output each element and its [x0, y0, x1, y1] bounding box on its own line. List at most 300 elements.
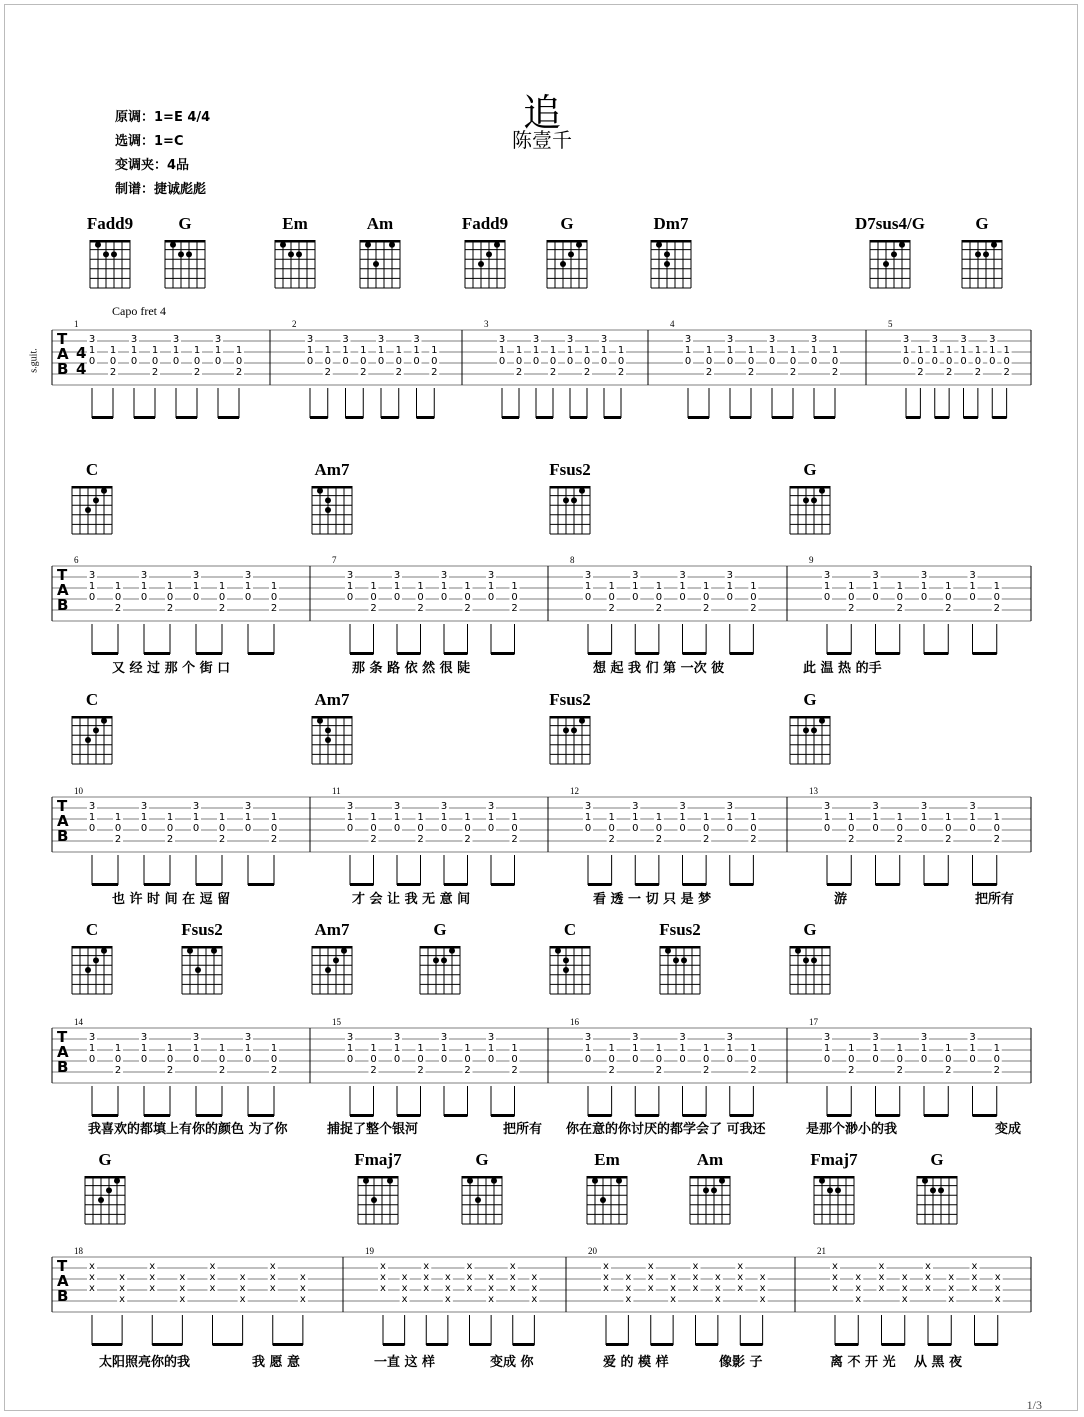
chord-diagram-g — [958, 230, 1006, 292]
tab-fret-note: 1 — [360, 345, 367, 356]
tab-fret-note: 0 — [974, 356, 982, 367]
chord-diagram-g — [543, 230, 591, 292]
chord-diagram-fsus2 — [546, 706, 594, 768]
tab-fret-note: 2 — [608, 1065, 615, 1076]
tab-fret-note: x — [531, 1272, 538, 1283]
tab-fret-note: 3 — [440, 1032, 448, 1043]
tab-fret-note: 1 — [583, 345, 591, 356]
lyric-line: 才 会 让 我 无 意 间 — [352, 892, 471, 907]
song-title: 追 — [522, 91, 561, 135]
tab-fret-note: 2 — [218, 1065, 226, 1076]
tab-fret-note: x — [603, 1283, 609, 1294]
tab-clef-b: B — [57, 360, 69, 378]
tab-fret-note: 0 — [511, 592, 518, 603]
tab-fret-note: 3 — [140, 570, 148, 581]
tab-fret-note: x — [423, 1283, 430, 1294]
tab-fret-note: 1 — [810, 345, 818, 356]
tab-fret-note: 2 — [750, 1065, 757, 1076]
tab-fret-note: x — [759, 1294, 766, 1305]
tab-fret-note: 0 — [370, 823, 377, 834]
measure-number: 8 — [570, 555, 575, 565]
tab-fret-note: 1 — [702, 812, 710, 823]
tab-fret-note: 1 — [917, 345, 924, 356]
tab-fret-note: 1 — [370, 581, 377, 592]
tab-fret-note: 2 — [617, 367, 625, 378]
tab-fret-note: 2 — [360, 367, 367, 378]
tab-fret-note: x — [925, 1283, 931, 1294]
tab-fret-note: x — [209, 1283, 216, 1294]
tab-fret-note: 3 — [487, 570, 495, 581]
tab-fret-note: 0 — [969, 1054, 976, 1065]
tab-fret-note: 1 — [679, 812, 686, 823]
tab-fret-note: 2 — [848, 1065, 855, 1076]
tab-fret-note: 1 — [993, 581, 1000, 592]
tab-fret-note: 1 — [848, 581, 855, 592]
tab-fret-note: 0 — [823, 592, 831, 603]
tab-fret-note: 2 — [608, 603, 615, 614]
tab-fret-note: 3 — [726, 334, 734, 345]
chord-name: Fsus2 — [549, 690, 591, 709]
tab-fret-note: 0 — [192, 823, 200, 834]
tab-fret-note: 1 — [346, 812, 354, 823]
tab-fret-note: 3 — [679, 1032, 686, 1043]
chord-name: Fsus2 — [659, 920, 701, 939]
tab-fret-note: 2 — [270, 1065, 278, 1076]
tab-fret-note: 1 — [655, 1043, 663, 1054]
chord-name: C — [85, 920, 99, 939]
measure-number: 15 — [332, 1017, 341, 1027]
chord-diagram-fsus2 — [546, 476, 594, 538]
chord-name: Fmaj7 — [810, 1150, 858, 1169]
chord-name: Am7 — [314, 690, 350, 709]
chord-diagram-am — [356, 230, 404, 292]
tab-clef-a: A — [57, 1043, 69, 1061]
tab-fret-note: 0 — [920, 1054, 928, 1065]
tab-fret-note: 0 — [702, 592, 710, 603]
tab-fret-note: 0 — [583, 356, 591, 367]
chord-name: D7sus4/G — [855, 214, 925, 233]
tab-fret-note: 3 — [823, 1032, 831, 1043]
tab-fret-note: 0 — [969, 592, 976, 603]
tab-fret-note: 0 — [848, 823, 855, 834]
tab-clef-a: A — [57, 812, 69, 830]
tab-fret-note: 2 — [655, 603, 663, 614]
tab-fret-note: 1 — [270, 1043, 278, 1054]
meta-capo: 变调夹：4品 — [115, 158, 190, 173]
tab-fret-note: x — [401, 1283, 408, 1294]
tab-fret-note: 1 — [511, 812, 518, 823]
tab-fret-note: 0 — [896, 1054, 903, 1065]
tab-fret-note: 1 — [823, 812, 831, 823]
tab-fret-note: 1 — [823, 581, 831, 592]
tab-fret-note: 3 — [306, 334, 314, 345]
chord-diagram-g — [786, 476, 834, 538]
tab-fret-note: x — [119, 1283, 126, 1294]
tab-fret-note: 1 — [172, 345, 180, 356]
measure-number: 18 — [74, 1246, 83, 1256]
tab-fret-note: x — [878, 1283, 885, 1294]
tab-fret-note: 0 — [417, 1054, 424, 1065]
tab-clef-b: B — [57, 1058, 69, 1076]
tab-fret-note: 1 — [192, 812, 200, 823]
tab-fret-note: 0 — [413, 356, 420, 367]
tab-fret-note: 3 — [88, 334, 96, 345]
tab-fret-note: 1 — [346, 1043, 354, 1054]
chord-diagram-am7 — [308, 706, 356, 768]
tab-fret-note: 1 — [214, 345, 222, 356]
tab-fret-note: 1 — [920, 1043, 928, 1054]
tab-fret-note: x — [692, 1261, 699, 1272]
meta-transcriber: 制谱：捷诚彪彪 — [115, 182, 207, 197]
lyric-line: 我 愿 意 — [252, 1355, 301, 1370]
tab-fret-note: 2 — [896, 603, 903, 614]
measure-number: 11 — [332, 786, 341, 796]
tab-fret-note: 0 — [896, 592, 903, 603]
tab-fret-note: 3 — [342, 334, 349, 345]
tab-fret-note: x — [971, 1283, 978, 1294]
tab-fret-note: 0 — [549, 356, 557, 367]
tab-fret-note: 0 — [726, 823, 733, 834]
tab-fret-note: 1 — [566, 345, 574, 356]
tab-fret-note: 0 — [945, 823, 952, 834]
tab-fret-note: 0 — [750, 1054, 757, 1065]
tab-fret-note: 3 — [566, 334, 574, 345]
measure-number: 14 — [74, 1017, 83, 1027]
tab-fret-note: 2 — [750, 834, 757, 845]
tab-fret-note: 3 — [192, 801, 200, 812]
lyric-line: 一直 这 样 — [374, 1355, 436, 1370]
tab-fret-note: 1 — [945, 1043, 952, 1054]
tab-fret-note: 1 — [511, 581, 518, 592]
tab-fret-note: 1 — [270, 812, 278, 823]
tab-fret-note: 2 — [945, 367, 953, 378]
tab-fret-note: x — [239, 1283, 246, 1294]
tab-fret-note: x — [647, 1272, 654, 1283]
tab-fret-note: 3 — [920, 801, 928, 812]
tab-fret-note: 1 — [549, 345, 557, 356]
lyric-line: 游 — [834, 892, 848, 907]
lyric-line: 我喜欢的都填上有你的颜色 为了你 — [88, 1122, 288, 1137]
tab-fret-note: x — [971, 1261, 978, 1272]
tab-fret-note: 1 — [920, 812, 928, 823]
tab-fret-note: 2 — [896, 834, 903, 845]
tab-fret-note: 0 — [823, 823, 831, 834]
lyric-line: 爱 的 模 样 — [603, 1355, 669, 1370]
tab-fret-note: x — [509, 1272, 516, 1283]
tab-fret-note: 2 — [1003, 367, 1010, 378]
tab-fret-note: 3 — [377, 334, 385, 345]
tab-fret-note: 0 — [702, 1054, 710, 1065]
tab-fret-note: 0 — [848, 592, 855, 603]
tab-fret-note: 1 — [166, 812, 174, 823]
tab-fret-note: 2 — [431, 367, 438, 378]
tab-fret-note: 2 — [848, 834, 855, 845]
tab-fret-note: 0 — [789, 356, 797, 367]
tab-fret-note: 0 — [464, 1054, 471, 1065]
tab-clef-a: A — [57, 581, 69, 599]
tab-fret-note: 3 — [88, 570, 96, 581]
tab-fret-note: 2 — [193, 367, 201, 378]
tab-fret-note: 0 — [464, 823, 471, 834]
tab-fret-note: 1 — [370, 812, 377, 823]
tab-fret-note: x — [119, 1272, 126, 1283]
tab-fret-note: 1 — [920, 581, 928, 592]
tab-fret-note: 0 — [831, 356, 839, 367]
tab-fret-note: 1 — [464, 812, 471, 823]
tab-fret-note: 3 — [244, 1032, 252, 1043]
tab-fret-note: 0 — [584, 823, 592, 834]
tab-fret-note: 3 — [393, 1032, 401, 1043]
tab-fret-note: 0 — [989, 356, 996, 367]
tab-fret-note: 0 — [370, 592, 377, 603]
tab-fret-note: x — [878, 1261, 885, 1272]
tab-fret-note: x — [855, 1272, 862, 1283]
tab-fret-note: 3 — [393, 570, 401, 581]
chord-name: G — [475, 1150, 489, 1169]
tab-fret-note: 2 — [655, 834, 663, 845]
tab-fret-note: 1 — [114, 581, 122, 592]
tab-fret-note: 0 — [88, 592, 96, 603]
tab-fret-note: 1 — [487, 812, 495, 823]
tab-fret-note: x — [488, 1283, 495, 1294]
tab-fret-note: 1 — [969, 1043, 976, 1054]
tab-fret-note: 1 — [945, 345, 953, 356]
tab-fret-note: 2 — [848, 603, 855, 614]
tab-fret-note: 0 — [960, 356, 967, 367]
tab-fret-note: 2 — [417, 603, 424, 614]
tab-clef-t: T — [57, 1257, 68, 1275]
tab-fret-note: 2 — [705, 367, 713, 378]
tab-fret-note: 0 — [768, 356, 776, 367]
time-sig-bottom: 4 — [76, 360, 87, 378]
tab-fret-note: 1 — [324, 345, 331, 356]
tab-fret-note: 3 — [244, 801, 252, 812]
tab-fret-note: 1 — [130, 345, 138, 356]
tab-fret-note: 1 — [192, 581, 200, 592]
tab-fret-note: 1 — [218, 1043, 226, 1054]
tab-fret-note: 0 — [810, 356, 818, 367]
tab-fret-note: 2 — [511, 1065, 518, 1076]
tab-fret-note: 1 — [166, 1043, 174, 1054]
lyric-line: 太阳照亮你的我 — [99, 1355, 191, 1370]
tab-fret-note: 1 — [88, 345, 96, 356]
tab-fret-note: 0 — [617, 356, 625, 367]
tab-fret-note: x — [901, 1294, 908, 1305]
tab-fret-note: 3 — [346, 570, 354, 581]
tab-fret-note: 0 — [440, 823, 448, 834]
tab-fret-note: 3 — [584, 801, 592, 812]
tab-fret-note: 1 — [440, 1043, 448, 1054]
tab-fret-note: 0 — [417, 592, 424, 603]
tab-fret-note: x — [832, 1272, 838, 1283]
lyric-line: 看 透 一 切 只 是 梦 — [593, 892, 712, 907]
tab-fret-note: 0 — [172, 356, 180, 367]
tab-fret-note: 1 — [140, 1043, 148, 1054]
tab-fret-note: 0 — [896, 823, 903, 834]
tab-fret-note: 1 — [872, 812, 879, 823]
tab-staff-row-4 — [0, 1017, 1084, 1128]
lyric-line: 又 经 过 那 个 街 口 — [112, 661, 231, 676]
tab-fret-note: x — [380, 1272, 386, 1283]
tab-fret-note: 1 — [872, 1043, 879, 1054]
tab-fret-note: 0 — [114, 1054, 122, 1065]
tab-fret-note: x — [855, 1283, 862, 1294]
tab-fret-note: 0 — [440, 592, 448, 603]
tab-fret-note: 1 — [872, 581, 879, 592]
chord-name: C — [85, 690, 99, 709]
tab-fret-note: 2 — [151, 367, 159, 378]
tab-fret-note: x — [737, 1261, 744, 1272]
tab-fret-note: 2 — [549, 367, 557, 378]
chord-name: G — [98, 1150, 112, 1169]
tab-fret-note: x — [466, 1261, 473, 1272]
tab-fret-note: 3 — [768, 334, 776, 345]
chord-diagram-em — [271, 230, 319, 292]
lyric-line: 捕捉了整个银河 — [327, 1122, 419, 1137]
tab-fret-note: 2 — [511, 603, 518, 614]
tab-fret-note: 0 — [218, 1054, 226, 1065]
chord-name: G — [803, 920, 817, 939]
tab-fret-note: 1 — [393, 1043, 401, 1054]
tab-fret-note: 2 — [370, 603, 377, 614]
tab-fret-note: 1 — [270, 581, 278, 592]
tab-fret-note: 2 — [608, 834, 615, 845]
tab-fret-note: x — [901, 1283, 908, 1294]
lyric-line: 想 起 我 们 第 一次 彼 — [593, 661, 725, 676]
tab-fret-note: 0 — [993, 1054, 1000, 1065]
tab-fret-note: 3 — [931, 334, 938, 345]
tab-fret-note: 0 — [88, 823, 96, 834]
tab-fret-note: 1 — [679, 581, 686, 592]
tab-fret-note: 3 — [872, 801, 879, 812]
tab-fret-note: 3 — [823, 801, 831, 812]
chord-name: Em — [282, 214, 308, 233]
tab-fret-note: 3 — [440, 570, 448, 581]
tab-fret-note: x — [269, 1283, 276, 1294]
chord-diagram-g — [913, 1166, 961, 1228]
tab-fret-note: 0 — [346, 592, 354, 603]
chord-diagram-g — [786, 936, 834, 998]
tab-fret-note: 2 — [417, 834, 424, 845]
tab-fret-note: 1 — [440, 581, 448, 592]
tab-fret-note: 0 — [377, 356, 385, 367]
tab-fret-note: 2 — [114, 834, 122, 845]
tab-fret-note: 2 — [166, 603, 174, 614]
tab-fret-note: x — [759, 1272, 766, 1283]
tab-fret-note: 0 — [370, 1054, 377, 1065]
tab-fret-note: 0 — [679, 1054, 686, 1065]
tab-fret-note: 1 — [88, 1043, 96, 1054]
lyric-line: 把所有 — [503, 1122, 543, 1137]
tab-fret-note: 0 — [945, 356, 953, 367]
tab-fret-note: x — [149, 1283, 156, 1294]
tab-fret-note: 3 — [810, 334, 818, 345]
tab-fret-note: 0 — [114, 592, 122, 603]
tab-fret-note: 1 — [632, 812, 639, 823]
measure-number: 6 — [74, 555, 79, 565]
chord-name: Fadd9 — [461, 214, 509, 233]
tab-fret-note: 2 — [270, 834, 278, 845]
tab-fret-note: 1 — [726, 581, 733, 592]
tab-fret-note: 1 — [235, 345, 243, 356]
tab-fret-note: 3 — [487, 801, 495, 812]
tab-fret-note: 1 — [417, 1043, 424, 1054]
tab-fret-note: 3 — [600, 334, 608, 345]
lyric-line: 变成 你 — [490, 1355, 534, 1370]
tab-fret-note: 2 — [789, 367, 797, 378]
tab-fret-note: 1 — [969, 581, 976, 592]
chord-diagram-am — [686, 1166, 734, 1228]
tab-fret-note: 1 — [440, 812, 448, 823]
tab-fret-note: 1 — [114, 812, 122, 823]
tab-fret-note: 1 — [342, 345, 349, 356]
chord-diagram-dm7 — [647, 230, 695, 292]
tab-fret-note: x — [603, 1272, 609, 1283]
chord-name: C — [85, 460, 99, 479]
chord-name: G — [560, 214, 574, 233]
measure-number: 5 — [888, 319, 893, 329]
tab-fret-note: x — [89, 1272, 95, 1283]
tab-fret-note: 2 — [515, 367, 523, 378]
tab-fret-note: 1 — [151, 345, 159, 356]
tab-fret-note: 1 — [993, 1043, 1000, 1054]
tab-fret-note: 0 — [244, 592, 252, 603]
tab-clef-a: A — [57, 1272, 69, 1290]
tab-fret-note: 1 — [945, 812, 952, 823]
tab-fret-note: 3 — [679, 570, 686, 581]
chord-name: G — [178, 214, 192, 233]
measure-number: 2 — [292, 319, 297, 329]
measure-number: 7 — [332, 555, 337, 565]
tab-fret-note: 3 — [726, 570, 733, 581]
tab-fret-note: 1 — [848, 1043, 855, 1054]
tab-fret-note: x — [625, 1294, 632, 1305]
measure-number: 12 — [570, 786, 579, 796]
tab-fret-note: 0 — [431, 356, 438, 367]
tab-staff-row-2 — [0, 555, 1084, 666]
tab-fret-note: 0 — [872, 823, 879, 834]
measure-number: 17 — [809, 1017, 818, 1027]
tab-fret-note: 3 — [632, 570, 639, 581]
tab-fret-note: x — [444, 1294, 451, 1305]
tab-fret-note: 2 — [417, 1065, 424, 1076]
tab-fret-note: 0 — [945, 1054, 952, 1065]
song-artist: 陈壹千 — [512, 128, 572, 152]
tab-fret-note: 2 — [583, 367, 591, 378]
tab-fret-note: 1 — [632, 1043, 639, 1054]
chord-diagram-d7sus4g — [866, 230, 914, 292]
tab-fret-note: 1 — [395, 345, 402, 356]
lyric-line: 像影 子 — [719, 1355, 763, 1370]
tab-fret-note: 0 — [655, 592, 663, 603]
tab-fret-note: 1 — [498, 345, 506, 356]
meta-original-key: 原调：1=E 4/4 — [115, 110, 211, 125]
tab-fret-note: 1 — [896, 812, 903, 823]
tab-fret-note: 0 — [346, 1054, 354, 1065]
tab-fret-note: 0 — [993, 823, 1000, 834]
tab-fret-note: x — [149, 1272, 156, 1283]
tab-fret-note: 3 — [214, 334, 222, 345]
tab-fret-note: x — [89, 1283, 95, 1294]
tab-fret-note: 1 — [413, 345, 420, 356]
tab-fret-note: 0 — [151, 356, 159, 367]
tab-fret-note: 0 — [1003, 356, 1010, 367]
tab-fret-note: 1 — [346, 581, 354, 592]
tab-fret-note: 0 — [726, 592, 733, 603]
measure-number: 10 — [74, 786, 83, 796]
tab-fret-note: x — [625, 1283, 632, 1294]
chord-diagram-am7 — [308, 476, 356, 538]
